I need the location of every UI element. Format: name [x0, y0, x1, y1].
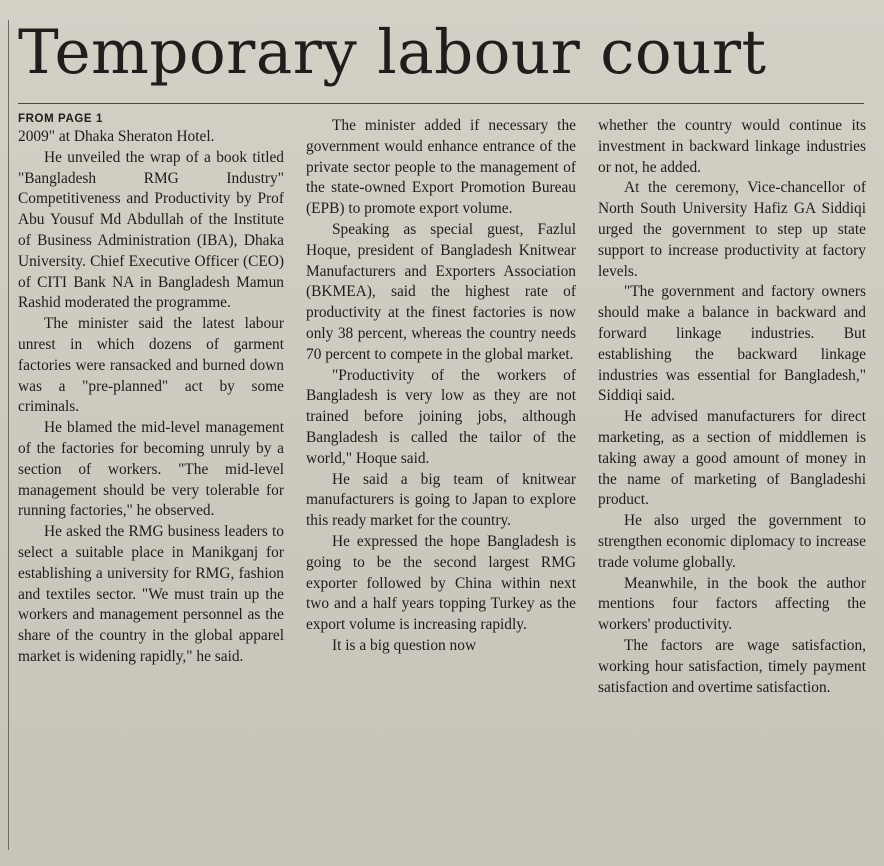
paragraph: Meanwhile, in the book the author mentions four factors affecting the workers' productivity.	[598, 574, 866, 634]
paragraph: The minister added if necessary the government would enhance entrance of the private sector people to the management of the state-owned Export Promotion Bureau (EPB) to promote export volume.	[306, 117, 576, 218]
paragraph: The factors are wage satisfaction, working hour satisfaction, timely payment satisfaction and overtime satisfaction.	[598, 636, 866, 696]
paragraph: He expressed the hope Bangladesh is going to be the second largest RMG exporter followed by China within next two and a half years topping Turkey as the export volume is increasing rapidly.	[306, 532, 576, 634]
article-column-3	[598, 116, 866, 851]
paragraph: "The government and factory owners should make a balance in backward and forward linkage industries. But establishing the backward linkage industries was essential for Bangladesh," Siddiqi said.	[598, 283, 866, 405]
paragraph: At the ceremony, Vice-chancellor of North South University Hafiz GA Siddiqi urged the government to step up state support to increase productivity at factory levels.	[598, 179, 866, 280]
headline-rule	[18, 103, 864, 104]
paragraph: 2009" at Dhaka Sheraton Hotel.	[18, 128, 215, 145]
kicker: FROM PAGE 1	[18, 113, 103, 125]
paragraph: The minister said the latest labour unrest in which dozens of garment factories were ransacked and burned down was a "pre-planned" act by some criminals.	[18, 315, 284, 416]
paragraph: He advised manufacturers for direct marketing, as a section of middlemen is taking away a good amount of money in the name of marketing of Bangladeshi product.	[598, 408, 866, 509]
article-column-2	[306, 116, 576, 851]
left-column-rule	[8, 20, 9, 850]
paragraph: He also urged the government to strengthen economic diplomacy to increase trade volume globally.	[598, 512, 866, 571]
paragraph: It is a big question now	[332, 636, 477, 654]
paragraph: Speaking as special guest, Fazlul Hoque, president of Bangladesh Knitwear Manufacturers and Exporters Association (BKMEA), said the highest rate of productivity at the finest factories is now only 38 percent, whereas the country needs 70 percent to compete in the global market.	[306, 220, 576, 363]
paragraph: He asked the RMG business leaders to select a suitable place in Manikganj for establishing a university for RMG, fashion and textiles sector. "We must train up the workers and management personnel as the share of the country in the global apparel market is widening rapidly," he said.	[18, 523, 284, 665]
paragraph: He said a big team of knitwear manufacturers is going to Japan to explore this ready market for the country.	[306, 470, 576, 530]
paragraph: whether the country would continue its investment in backward linkage industries or not, he added.	[598, 117, 866, 176]
paragraph: He blamed the mid-level management of the factories for becoming unruly by a section of workers. "The mid-level management should be very tolerable for running factories," he observed.	[18, 419, 284, 520]
paragraph: He unveiled the wrap of a book titled "Bangladesh RMG Industry" Competitiveness and Productivity by Prof Abu Yousuf Md Abdullah of the Institute of Business Administration (IBA), Dhaka University. Chief Executive Officer (CEO) of CITI Bank NA in Bangladesh Mamun Rashid moderated the programme.	[18, 148, 284, 312]
headline: Temporary labour court	[18, 17, 767, 88]
paragraph: "Productivity of the workers of Bangladesh is very low as they are not trained before joining jobs, although Bangladesh is called the tailor of the world," Hoque said.	[306, 366, 576, 467]
article-column-1	[18, 113, 284, 848]
